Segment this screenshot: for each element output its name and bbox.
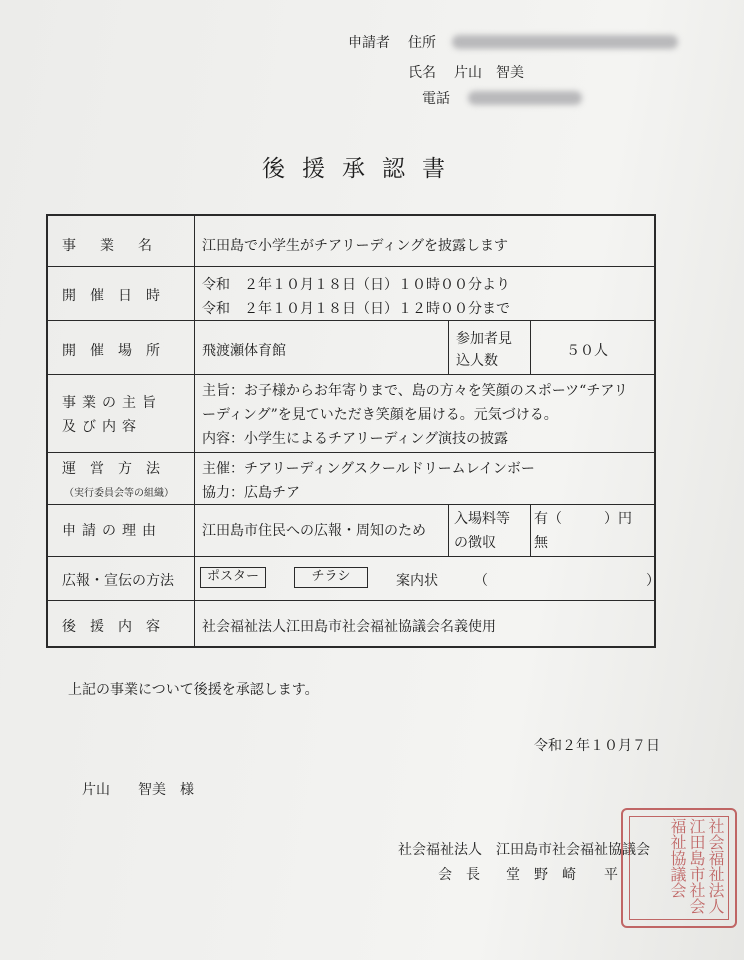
participants-label-line2: 込人数	[456, 353, 498, 369]
issuer-name: 堂 野 崎 平	[506, 867, 618, 883]
venue-label: 開催場所	[62, 343, 174, 359]
purpose-line2: ーディング”を見ていただき笑顔を届ける。元気づける。	[202, 407, 558, 423]
date-label: 開催日時	[62, 288, 174, 304]
support-value: 社会福祉法人江田島市社会福祉協議会名義使用	[202, 619, 496, 635]
phone-label: 電話	[422, 91, 450, 107]
row-divider	[47, 600, 655, 601]
row-divider	[47, 504, 655, 505]
addressee: 片山 智美 様	[82, 782, 194, 798]
official-seal-stamp	[621, 808, 737, 928]
fee-no-option: 無	[534, 535, 548, 551]
date-start: 令和 ２年１０月１８日（日）１０時００分より	[202, 277, 510, 293]
fee-value-divider	[530, 504, 531, 556]
approval-statement: 上記の事業について後援を承認します。	[68, 682, 319, 698]
address-label: 住所	[408, 35, 436, 51]
pr-option-invitation: 案内状	[396, 573, 438, 589]
seal-text: 社会福祉法人江田島市社会福祉協議会	[668, 818, 725, 914]
venue-divider	[448, 320, 449, 374]
row-divider	[47, 452, 655, 453]
participants-divider	[530, 320, 531, 374]
purpose-label-line1: 事業の主旨	[62, 395, 162, 411]
fee-divider	[448, 504, 449, 556]
row-divider	[47, 374, 655, 375]
date-end: 令和 ２年１０月１８日（日）１２時００分まで	[202, 301, 510, 317]
issuer-title: 会 長	[438, 867, 480, 883]
operation-organizer: 主催：チアリーディングスクールドリームレインボー	[202, 461, 535, 477]
pr-paren-open: （	[474, 573, 488, 589]
project-name-value: 江田島で小学生がチアリーディングを披露します	[202, 238, 509, 254]
phone-redacted	[468, 91, 582, 105]
purpose-label-line2: 及び内容	[62, 419, 142, 435]
project-name-label: 事業名	[62, 238, 176, 254]
fee-label-line1: 入場料等	[454, 511, 510, 527]
row-divider	[47, 266, 655, 267]
purpose-line3: 内容：小学生によるチアリーディング演技の披露	[202, 431, 509, 447]
document-title: 後援承認書	[262, 156, 462, 182]
pr-option-poster: ポスター	[200, 567, 266, 588]
reason-value: 江田島市住民への広報・周知のため	[202, 523, 426, 539]
pr-paren-close: ）	[646, 573, 660, 589]
row-divider	[47, 320, 655, 321]
issuer-organization: 社会福祉法人 江田島市社会福祉協議会	[398, 842, 650, 858]
fee-yes-option: 有（ ）円	[534, 511, 632, 527]
fee-label-line2: の徴収	[454, 535, 496, 551]
row-divider	[47, 556, 655, 557]
applicant-prefix: 申請者	[348, 35, 390, 51]
reason-label: 申請の理由	[62, 523, 162, 539]
venue-value: 飛渡瀬体育館	[202, 343, 286, 359]
operation-sublabel: （実行委員会等の組織）	[64, 488, 174, 499]
support-label: 後援内容	[62, 619, 174, 635]
pr-method-label: 広報・宣伝の方法	[62, 573, 174, 589]
purpose-line1: 主旨：お子様からお年寄りまで、島の方々を笑顔のスポーツ“チアリ	[202, 383, 628, 399]
label-column-divider	[194, 215, 195, 647]
issue-date: 令和２年１０月７日	[534, 738, 660, 754]
address-redacted	[452, 35, 678, 49]
applicant-name: 片山 智美	[454, 65, 524, 81]
participants-label-line1: 参加者見	[456, 331, 512, 347]
pr-option-flyer: チラシ	[294, 567, 368, 588]
operation-cooperation: 協力：広島チア	[202, 485, 300, 501]
name-label: 氏名	[408, 65, 436, 81]
operation-label: 運営方法	[62, 461, 174, 477]
participants-value: ５０人	[566, 343, 608, 359]
